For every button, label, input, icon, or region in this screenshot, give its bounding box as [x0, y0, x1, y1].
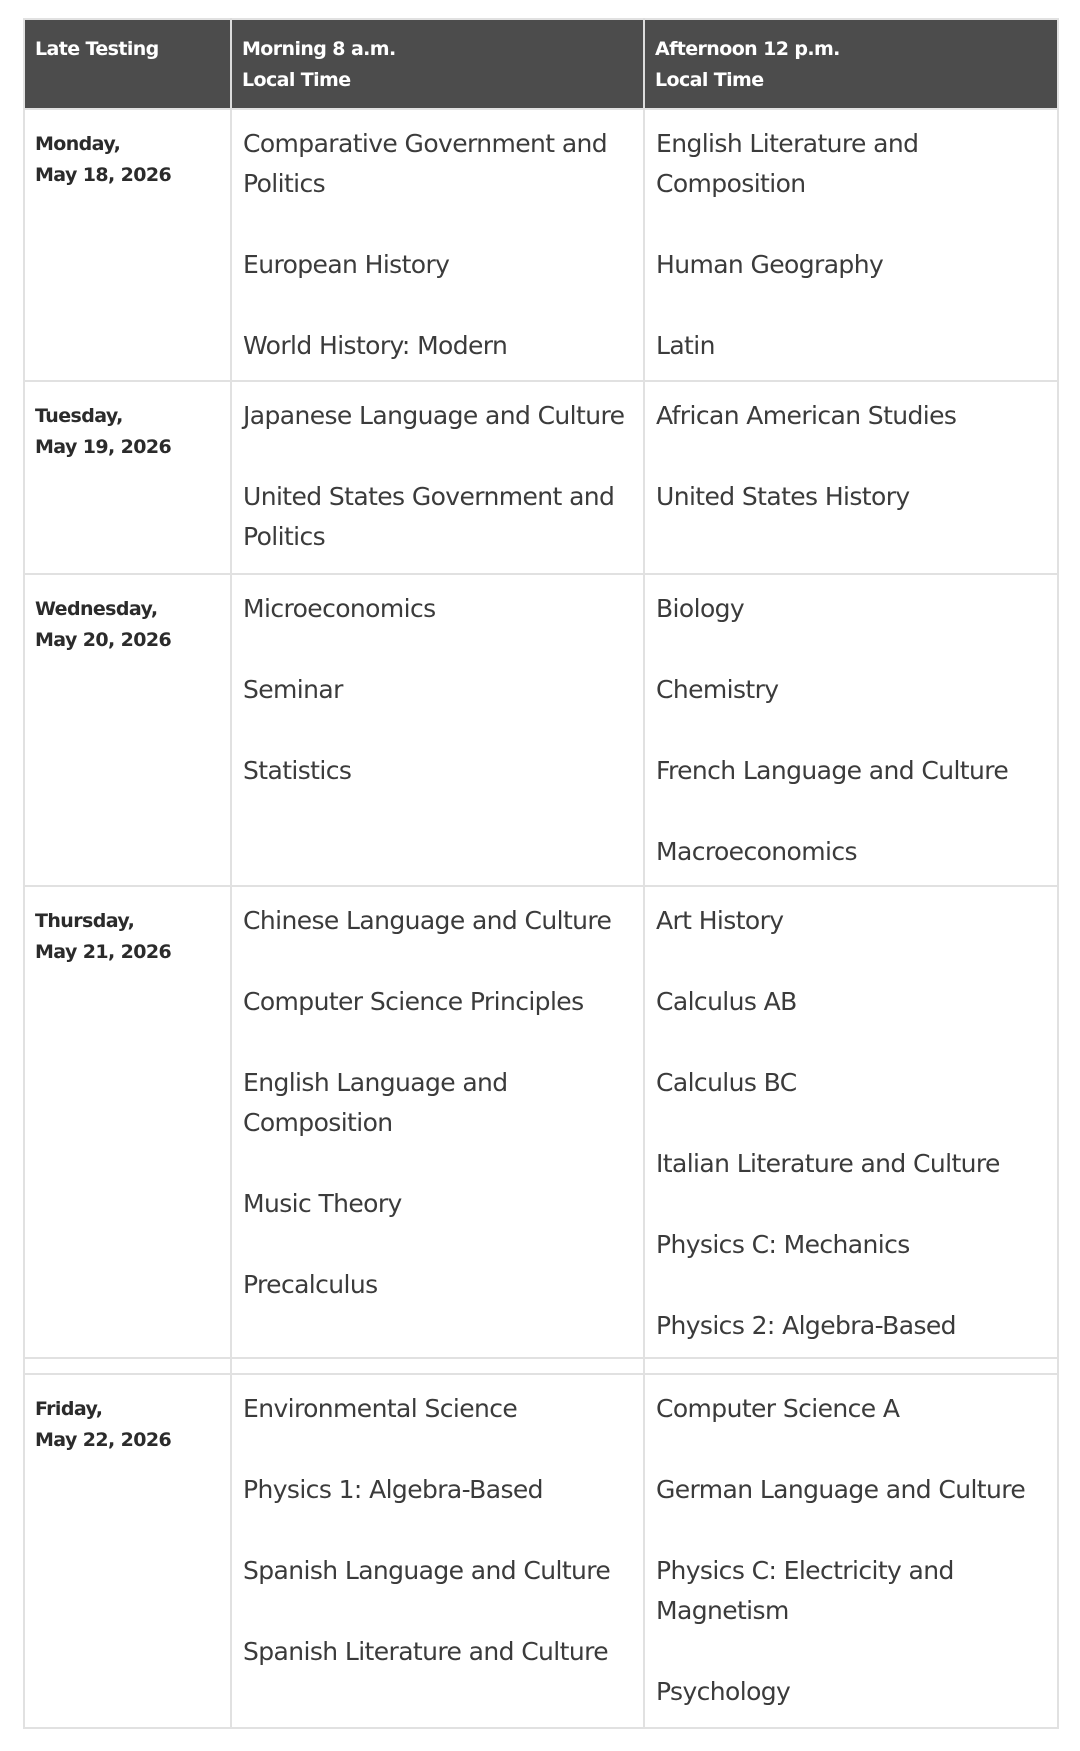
day-label: Wednesday, — [35, 598, 158, 620]
table-row-thursday — [24, 886, 1058, 1358]
header-label: Morning 8 a.m. — [242, 38, 396, 60]
exam-name: Computer Science A — [656, 1394, 900, 1423]
header-label: Afternoon 12 p.m. — [655, 38, 840, 60]
date-label: May 21, 2026 — [35, 941, 172, 963]
header-morning — [231, 19, 644, 109]
exam-name: Physics 1: Algebra-Based — [243, 1475, 543, 1504]
late-testing-schedule-table — [23, 18, 1059, 1729]
exam-name: Statistics — [243, 756, 352, 785]
exam-name: Microeconomics — [243, 594, 436, 623]
header-afternoon — [644, 19, 1058, 109]
header-sublabel: Local Time — [655, 69, 764, 91]
morning-exams-cell — [231, 1374, 644, 1728]
exam-name: Italian Literature and Culture — [656, 1149, 1000, 1178]
empty-cell — [644, 1358, 1058, 1374]
exam-name: Calculus AB — [656, 987, 797, 1016]
empty-cell — [24, 1358, 231, 1374]
exam-name: Latin — [656, 331, 715, 360]
exam-name: Physics 2: Algebra-Based — [656, 1311, 956, 1340]
day-label: Monday, — [35, 133, 121, 155]
day-label: Tuesday, — [35, 405, 123, 427]
date-cell — [24, 109, 231, 381]
exam-name: German Language and Culture — [656, 1475, 1026, 1504]
exam-name: Physics C: Mechanics — [656, 1230, 910, 1259]
exam-name: Japanese Language and Culture — [243, 401, 625, 430]
day-label: Thursday, — [35, 910, 135, 932]
afternoon-exams-cell — [644, 886, 1058, 1358]
exam-name: Spanish Language and Culture — [243, 1556, 611, 1585]
exam-name: Physics C: Electricity and Magnetism — [656, 1556, 954, 1625]
date-label: May 22, 2026 — [35, 1429, 172, 1451]
exam-name: French Language and Culture — [656, 756, 1009, 785]
afternoon-exams-cell — [644, 109, 1058, 381]
exam-name: Precalculus — [243, 1270, 378, 1299]
date-label: May 19, 2026 — [35, 436, 172, 458]
exam-name: United States History — [656, 482, 910, 511]
exam-name: Comparative Government and Politics — [243, 129, 608, 198]
morning-exams-cell — [231, 381, 644, 574]
date-cell — [24, 886, 231, 1358]
exam-name: Chemistry — [656, 675, 779, 704]
table-row-wednesday — [24, 574, 1058, 886]
exam-name: Art History — [656, 906, 784, 935]
day-label: Friday, — [35, 1398, 103, 1420]
date-cell — [24, 574, 231, 886]
empty-cell — [231, 1358, 644, 1374]
exam-name: Human Geography — [656, 250, 884, 279]
exam-name: Biology — [656, 594, 745, 623]
date-cell — [24, 381, 231, 574]
exam-name: Music Theory — [243, 1189, 402, 1218]
afternoon-exams-cell — [644, 574, 1058, 886]
exam-name: World History: Modern — [243, 331, 508, 360]
header-sublabel: Local Time — [242, 69, 351, 91]
exam-name: Calculus BC — [656, 1068, 797, 1097]
exam-name: African American Studies — [656, 401, 957, 430]
date-cell — [24, 1374, 231, 1728]
exam-name: Seminar — [243, 675, 343, 704]
date-label: May 18, 2026 — [35, 164, 172, 186]
exam-name: Psychology — [656, 1677, 791, 1706]
exam-name: Spanish Literature and Culture — [243, 1637, 609, 1666]
exam-name: Macroeconomics — [656, 837, 857, 866]
header-row — [24, 19, 1058, 109]
morning-exams-cell — [231, 886, 644, 1358]
exam-name: United States Government and Politics — [243, 482, 615, 551]
table-row-monday — [24, 109, 1058, 381]
table-row-friday — [24, 1374, 1058, 1728]
table-row-spacer — [24, 1358, 1058, 1374]
morning-exams-cell — [231, 109, 644, 381]
afternoon-exams-cell — [644, 381, 1058, 574]
exam-name: English Language and Composition — [243, 1068, 508, 1137]
exam-name: English Literature and Composition — [656, 129, 919, 198]
exam-name: Environmental Science — [243, 1394, 518, 1423]
exam-name: European History — [243, 250, 450, 279]
header-late-testing — [24, 19, 231, 109]
afternoon-exams-cell — [644, 1374, 1058, 1728]
exam-name: Chinese Language and Culture — [243, 906, 612, 935]
date-label: May 20, 2026 — [35, 629, 172, 651]
header-label: Late Testing — [35, 38, 159, 60]
exam-name: Computer Science Principles — [243, 987, 584, 1016]
morning-exams-cell — [231, 574, 644, 886]
table-row-tuesday — [24, 381, 1058, 574]
